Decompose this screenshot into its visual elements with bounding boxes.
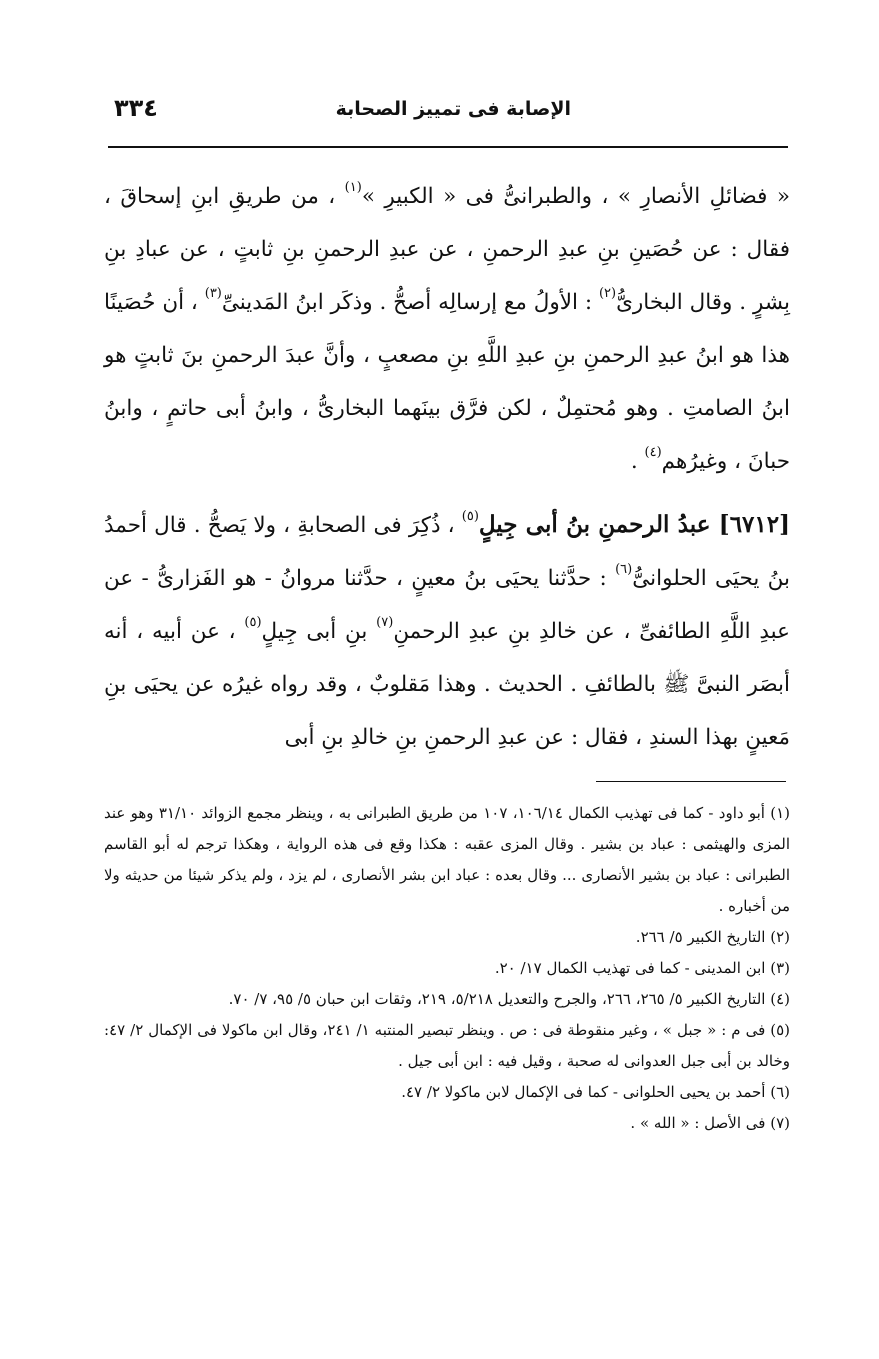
footnote-ref: (٤) [644,445,662,460]
footnote-ref: (٦) [615,562,633,577]
footnote: (٧) فى الأصل : « الله » . [630,1114,790,1132]
footnote: (٢) التاريخ الكبير ٥/ ٢٦٦. [635,928,790,946]
footnote-separator [596,781,786,782]
footnote: (٥) فى م : « جبل » ، وغير منقوطة فى : ص . وينظر تبصير المنتبه ١/ ٢٤١، وقال ابن ماكولا فى الإكمال ٢/ ٤٧: وخالد بن أبى جبل العدوانى له صحبة ، وقيل فيه : ابن أبى جيل . [104,1021,790,1070]
text-run: ، أن حُصَينًا هذا هو ابنُ عبدِ الرحمنِ بنِ عبدِ اللَّهِ بنِ مصعبٍ ، وأنَّ عبدَ الرحمنِ بنَ ثابتٍ هو ابنُ الصامتِ . وهو مُحتمِلٌ ، لكن فرَّق بينَهما البخارىُّ ، وابنُ أبى حاتمٍ ، وابنُ حبانَ ، وغيرُهم [104,290,790,474]
footnote: (٣) ابن المدينى - كما فى تهذيب الكمال ١٧/ ٢٠. [494,959,790,977]
paragraph [104,170,790,488]
footnote: (١) أبو داود - كما فى تهذيب الكمال ١٠٦/١٤، ١٠٧ من طريق الطبرانى به ، وينظر مجمع الزوائد ٣١/١٠ وهو عند المزى والهيثمى : عباد بن بشير . وقال المزى عقبه : هكذا وقع فى هذه الرواية ، وهكذا ترجم له أبو القاسم الطبرانى : عباد بن بشير الأنصارى ... وقال بعده : عباد ابن بشر الأنصارى ، لم يزد ، ولم يذكر شيئا من حديثه ولا من أخباره . [104,804,791,915]
text-run: : حدَّثنا يحيَى بنُ معينٍ ، حدَّثنا مروانُ - هو الفَزارىُّ - عن عبدِ اللَّهِ الطائفىِّ ، عن خالدِ بنِ عبدِ الرحمنِ [104,566,791,644]
footnote-ref: (٢) [598,286,617,301]
text-run: . [630,449,645,474]
text-run: ، عن أبيه ، أنه أبصَر النبىَّ ﷺ بالطائفِ . الحديث . وهذا مَقلوبٌ ، وقد رواه غيرُه عن يحيَى بنِ مَعينٍ بهذا السندِ ، فقال : عن عبدِ الرحمنِ بنِ خالدِ بنِ أبى [104,619,790,750]
footnote-ref: (٥) [461,509,479,524]
text-run: : الأولُ مع إرسالِه أصحُّ . وذكَر ابنُ المَدينىِّ [221,290,599,315]
text-run: « فضائلِ الأنصارِ » ، والطبرانىُّ فى « الكبيرِ » [361,184,790,209]
footnotes [104,798,790,1139]
footnote: (٦) أحمد بن يحيى الحلوانى - كما فى الإكمال لابن ماكولا ٢/ ٤٧. [401,1083,790,1101]
footnote-ref: (١) [344,180,362,195]
footnote-ref: (٣) [204,286,222,301]
header-rule [108,146,788,148]
footnote-ref: (٥) [244,615,262,630]
running-header [108,94,786,134]
page-number: ٣٣٤ [114,94,158,122]
text-run: ، ذُكِرَ فى الصحابةِ ، ولا يَصحُّ . قال أحمدُ بنُ يحيَى الحلوانىُّ [104,513,791,591]
footnote-ref: (٧) [376,615,394,630]
text-run: ، من طريقِ ابنِ إسحاقَ ، فقال : عن حُصَينِ بنِ عبدِ الرحمنِ ، عن عبدِ الرحمنِ بنِ ثابتٍ ، عن عبادِ بنِ بِشرٍ . وقال البخارىُّ [104,184,790,315]
entry-paragraph [104,498,790,764]
main-text [104,170,790,764]
footnote: (٤) التاريخ الكبير ٥/ ٢٦٥، ٢٦٦، والجرح والتعديل ٥/٢١٨، ٢١٩، وثقات ابن حبان ٥/ ٩٥، ٧/ ٧٠. [228,990,790,1008]
text-run: بنِ أبى جِيلٍ [261,619,377,644]
entry-heading: [٦٧١٢] عبدُ الرحمنِ بنُ أبى جِيلٍ [478,511,790,538]
page-title: الإصابة فى تمييز الصحابة [335,98,571,120]
